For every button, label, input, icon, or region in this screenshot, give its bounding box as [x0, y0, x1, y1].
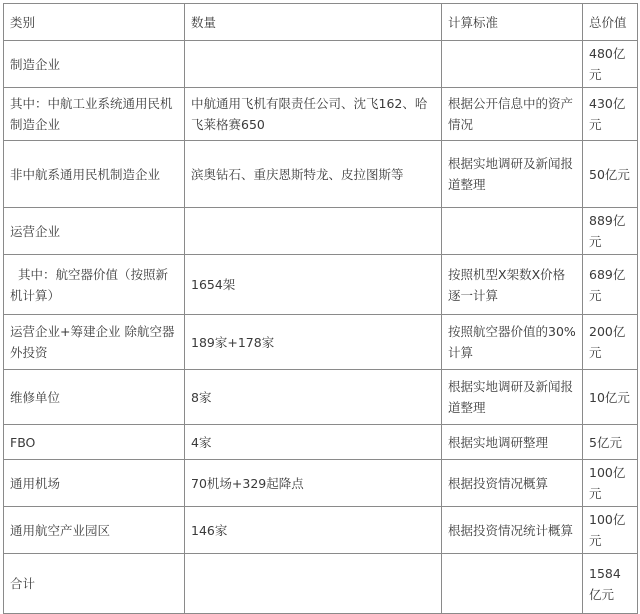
cell-total: 100亿元 — [583, 507, 638, 554]
cell-category: 其中：中航工业系统通用民机制造企业 — [4, 88, 185, 141]
cell-standard: 根据投资情况统计概算 — [442, 507, 583, 554]
cell-quantity: 146家 — [185, 507, 442, 554]
cell-standard — [442, 208, 583, 255]
cell-category: 合计 — [4, 554, 185, 614]
cell-total: 50亿元 — [583, 141, 638, 208]
cell-quantity: 4家 — [185, 425, 442, 460]
cell-quantity: 189家+178家 — [185, 315, 442, 370]
cell-standard: 根据公开信息中的资产情况 — [442, 88, 583, 141]
table-row — [4, 507, 638, 554]
table-row — [4, 88, 638, 141]
cell-total: 5亿元 — [583, 425, 638, 460]
cell-total: 480亿元 — [583, 41, 638, 88]
header-standard: 计算标准 — [442, 4, 583, 41]
cell-standard: 根据实地调研及新闻报道整理 — [442, 141, 583, 208]
cell-standard — [442, 41, 583, 88]
table-row — [4, 460, 638, 507]
cell-standard: 按照航空器价值的30%计算 — [442, 315, 583, 370]
cell-standard: 根据投资情况概算 — [442, 460, 583, 507]
cell-standard: 根据实地调研整理 — [442, 425, 583, 460]
table-row — [4, 141, 638, 208]
cell-total: 200亿元 — [583, 315, 638, 370]
cell-quantity: 1654架 — [185, 255, 442, 315]
table-row — [4, 315, 638, 370]
cell-standard: 根据实地调研及新闻报道整理 — [442, 370, 583, 425]
cell-quantity — [185, 41, 442, 88]
cell-total: 689亿元 — [583, 255, 638, 315]
cell-category: 运营企业 — [4, 208, 185, 255]
cell-category: 非中航系通用民机制造企业 — [4, 141, 185, 208]
cell-category: 维修单位 — [4, 370, 185, 425]
cell-quantity: 70机场+329起降点 — [185, 460, 442, 507]
table-row — [4, 41, 638, 88]
cell-quantity — [185, 208, 442, 255]
header-quantity: 数量 — [185, 4, 442, 41]
cell-category: 运营企业+筹建企业 除航空器外投资 — [4, 315, 185, 370]
cell-total: 1584亿元 — [583, 554, 638, 614]
cell-total: 100亿元 — [583, 460, 638, 507]
general-aviation-value-table — [3, 3, 638, 614]
table-header-row — [4, 4, 638, 41]
cell-quantity: 中航通用飞机有限责任公司、沈飞162、哈飞莱格赛650 — [185, 88, 442, 141]
cell-total: 10亿元 — [583, 370, 638, 425]
cell-quantity: 8家 — [185, 370, 442, 425]
header-total: 总价值 — [583, 4, 638, 41]
table-row-total — [4, 554, 638, 614]
table-row — [4, 255, 638, 315]
cell-category: 其中：航空器价值（按照新机计算） — [4, 255, 185, 315]
cell-quantity: 滨奥钻石、重庆恩斯特龙、皮拉图斯等 — [185, 141, 442, 208]
cell-total: 889亿元 — [583, 208, 638, 255]
cell-category: 制造企业 — [4, 41, 185, 88]
cell-category: 通用机场 — [4, 460, 185, 507]
cell-quantity — [185, 554, 442, 614]
table-row — [4, 208, 638, 255]
cell-standard: 按照机型X架数X价格逐一计算 — [442, 255, 583, 315]
cell-category: FBO — [4, 425, 185, 460]
header-category: 类别 — [4, 4, 185, 41]
cell-category: 通用航空产业园区 — [4, 507, 185, 554]
cell-total: 430亿元 — [583, 88, 638, 141]
table-row — [4, 370, 638, 425]
table-row — [4, 425, 638, 460]
cell-standard — [442, 554, 583, 614]
